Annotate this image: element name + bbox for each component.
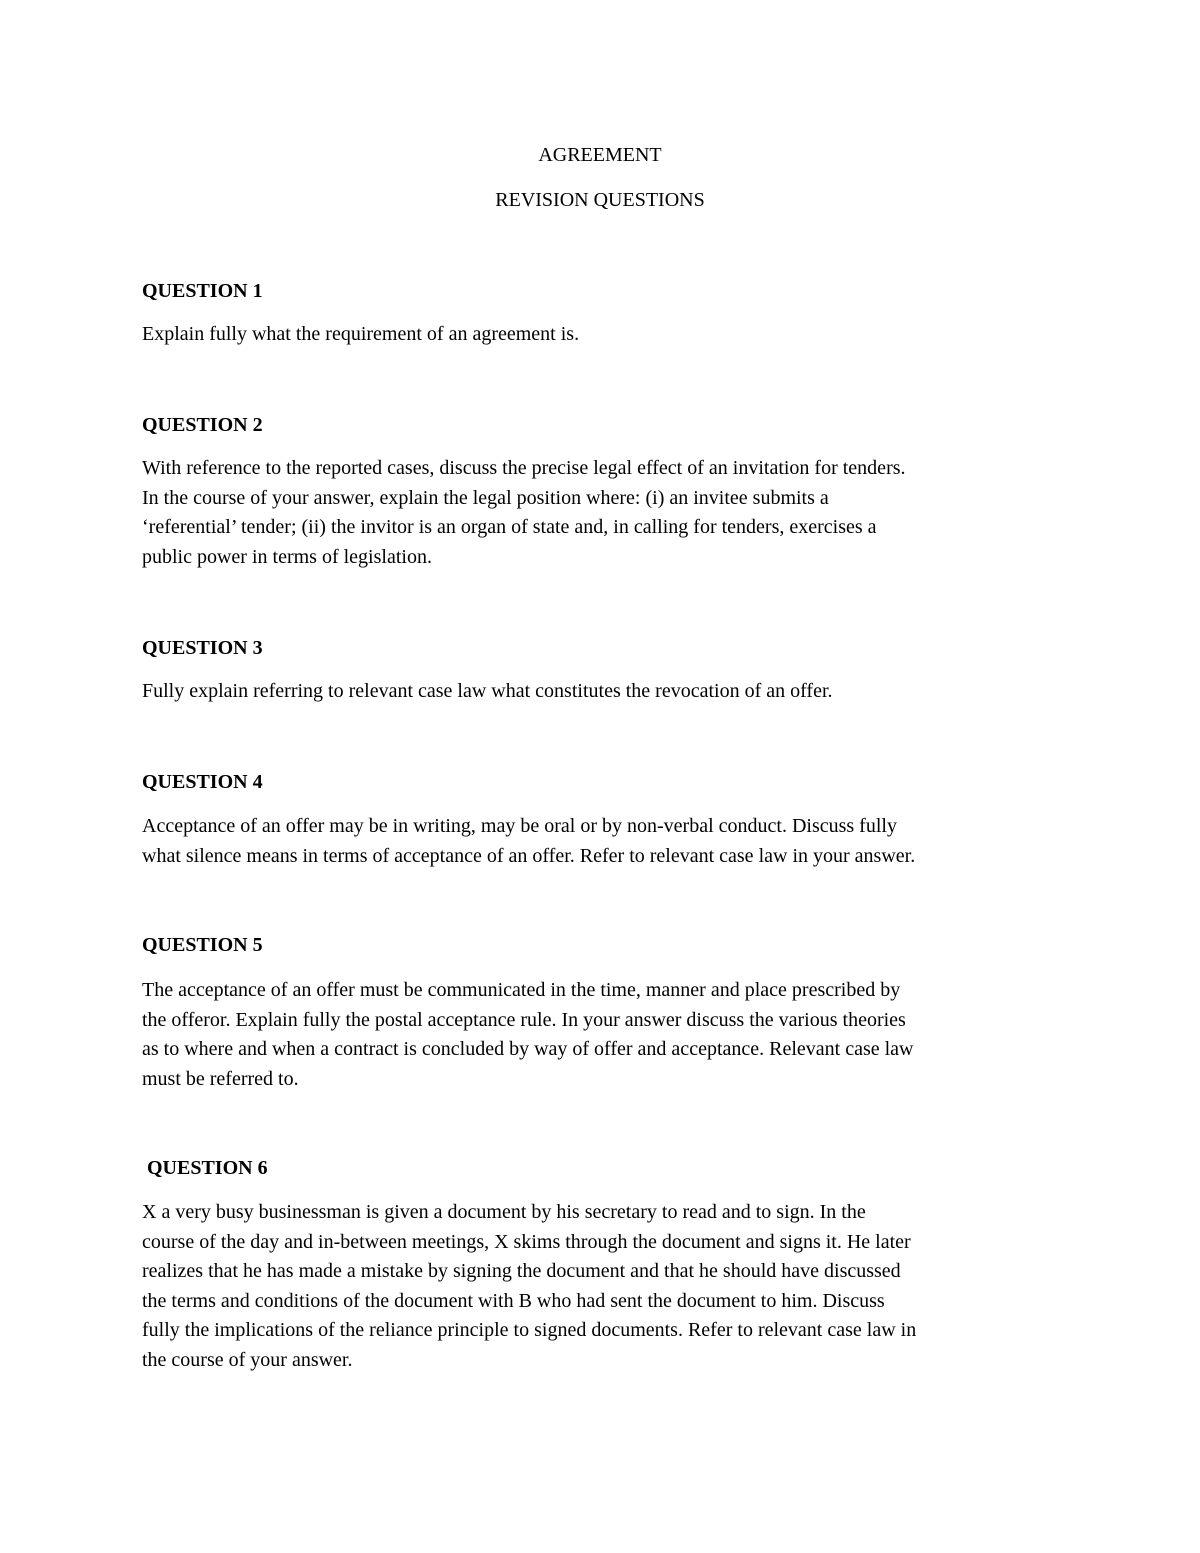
question-6-heading: QUESTION 6 [147, 1157, 268, 1179]
question-2-heading: QUESTION 2 [142, 414, 263, 436]
question-4-line: Acceptance of an offer may be in writing, may be oral or by non-verbal conduct. Discuss fully [142, 815, 897, 837]
question-5-heading: QUESTION 5 [142, 934, 263, 956]
question-5-line: must be referred to. [142, 1067, 299, 1090]
question-5-line: The acceptance of an offer must be communicated in the time, manner and place prescribed by [142, 979, 901, 1001]
question-2-line: With reference to the reported cases, discuss the precise legal effect of an invitation for tenders. [142, 457, 906, 479]
question-4-line: what silence means in terms of acceptance of an offer. Refer to relevant case law in your answer. [142, 844, 916, 867]
question-6-line: X a very busy businessman is given a document by his secretary to read and to sign. In the [142, 1201, 866, 1223]
question-5-line: the offeror. Explain fully the postal acceptance rule. In your answer discuss the various theories [142, 1008, 906, 1031]
question-1-line: Explain fully what the requirement of an agreement is. [142, 323, 580, 345]
question-3-text [142, 677, 1072, 707]
document-subtitle: REVISION QUESTIONS [495, 189, 705, 211]
question-2-line: In the course of your answer, explain the legal position where: (i) an invitee submits a [142, 486, 829, 509]
question-2-text [142, 454, 1072, 572]
question-2-line: public power in terms of legislation. [142, 545, 432, 568]
question-1-heading: QUESTION 1 [142, 280, 263, 302]
question-2-line: ‘referential’ tender; (ii) the invitor is an organ of state and, in calling for tenders, exercises a [142, 516, 877, 539]
document-title: AGREEMENT [538, 144, 662, 166]
question-1-text [142, 320, 1072, 350]
question-6-text [142, 1198, 1072, 1376]
question-5-line: as to where and when a contract is concluded by way of offer and acceptance. Relevant case law [142, 1038, 914, 1061]
question-5-text [142, 976, 1072, 1094]
question-3-line: Fully explain referring to relevant case law what constitutes the revocation of an offer. [142, 680, 833, 702]
question-4-text [142, 812, 1072, 871]
question-4-heading: QUESTION 4 [142, 771, 263, 793]
question-6-line: course of the day and in-between meetings, X skims through the document and signs it. He later [142, 1230, 911, 1253]
question-6-line: realizes that he has made a mistake by signing the document and that he should have discussed [142, 1260, 901, 1283]
question-6-line: the course of your answer. [142, 1348, 353, 1371]
question-3-heading: QUESTION 3 [142, 637, 263, 659]
question-6-line: the terms and conditions of the document with B who had sent the document to him. Discuss [142, 1289, 885, 1312]
question-6-line: fully the implications of the reliance principle to signed documents. Refer to relevant case law in [142, 1319, 917, 1342]
